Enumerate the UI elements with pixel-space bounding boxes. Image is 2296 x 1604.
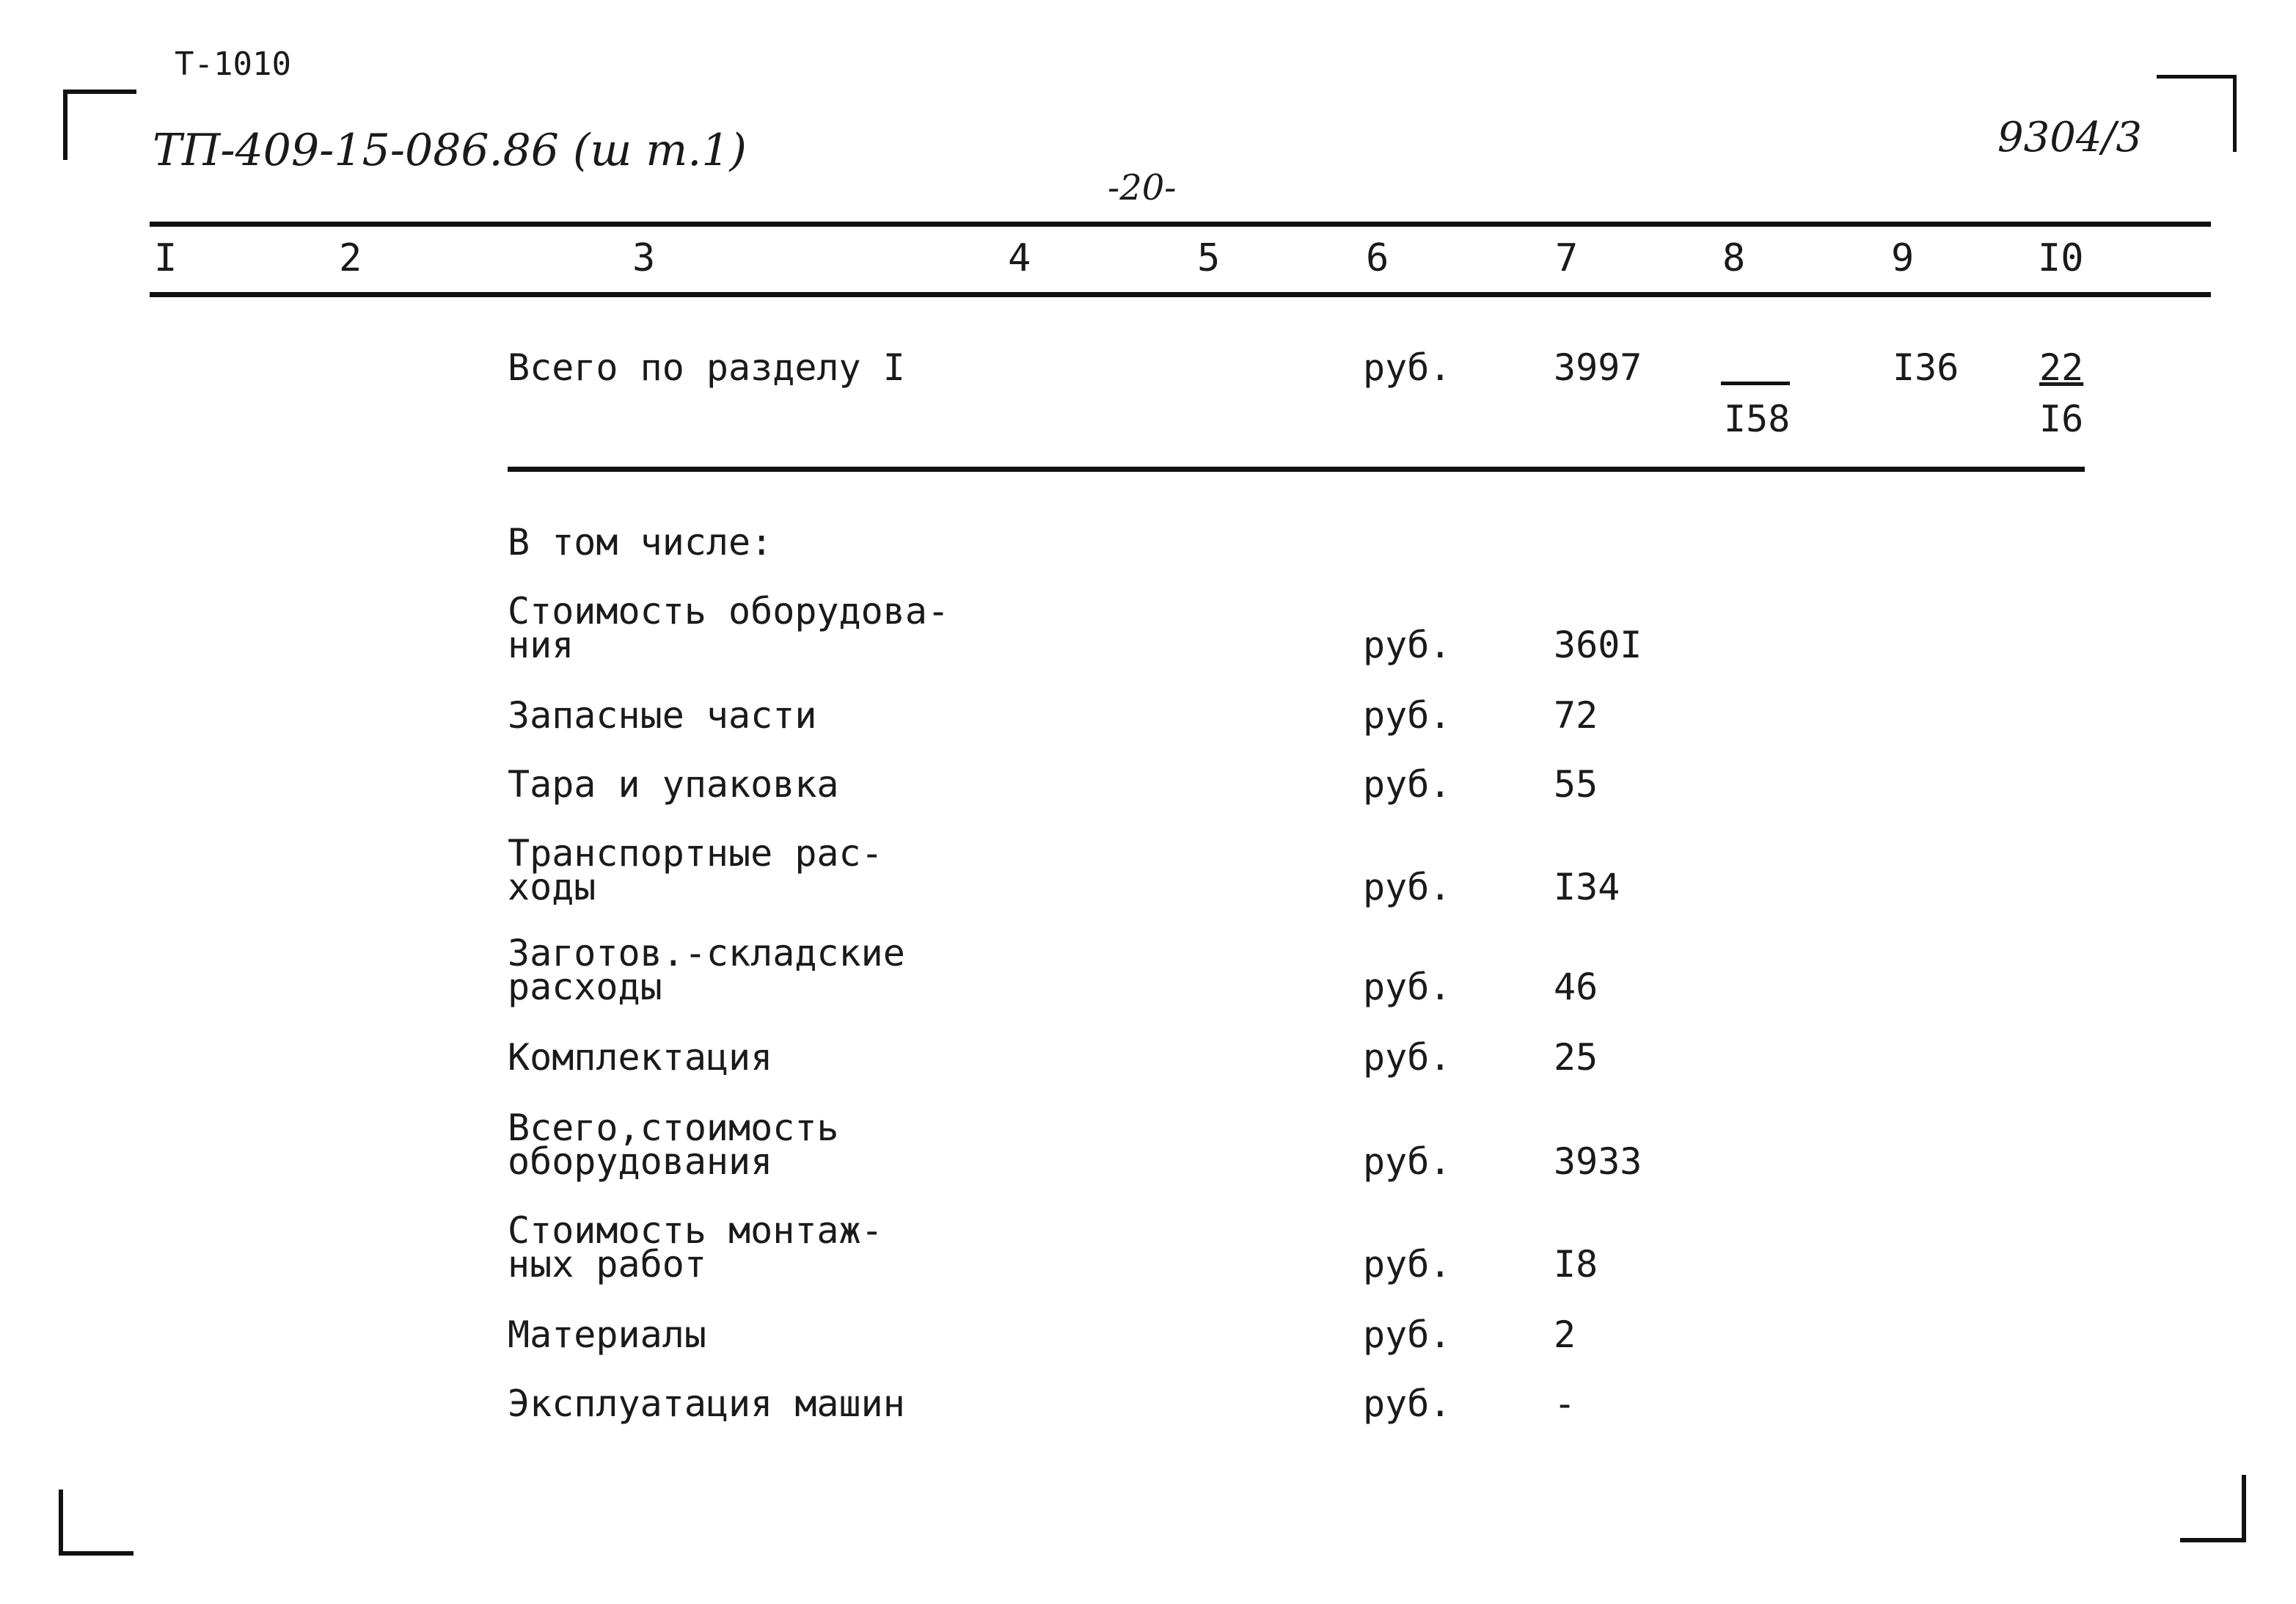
frame-corner-top-left <box>63 90 136 160</box>
row-unit: руб. <box>1363 624 1452 666</box>
row-value: 25 <box>1554 1036 1598 1079</box>
row-value: I8 <box>1554 1243 1598 1286</box>
page-number: -20- <box>1108 167 1177 208</box>
section-total-col10-top: 22 <box>2039 346 2084 389</box>
frame-corner-top-right <box>2157 75 2237 152</box>
row-label: Транспортные рас- <box>508 832 883 875</box>
column-header-2: 2 <box>339 236 362 280</box>
row-label-cont: оборудования <box>508 1140 773 1183</box>
row-label: Запасные части <box>508 694 817 737</box>
section-total-col9: I36 <box>1893 346 1959 389</box>
row-unit: руб. <box>1363 866 1452 908</box>
section-total-col8: I58 <box>1724 398 1791 440</box>
column-header-8: 8 <box>1722 236 1746 280</box>
row-value: 72 <box>1554 694 1598 737</box>
header-bottom-rule <box>150 292 2211 297</box>
row-label: Эксплуатация машин <box>508 1382 905 1425</box>
row-unit: руб. <box>1363 966 1452 1008</box>
row-value: - <box>1554 1382 1576 1425</box>
row-label: Всего,стоимость <box>508 1107 839 1149</box>
column-header-1: I <box>154 236 178 280</box>
row-label: Комплектация <box>508 1036 773 1079</box>
section-total-col7: 3997 <box>1554 346 1642 389</box>
column-header-6: 6 <box>1366 236 1389 280</box>
column-header-10: I0 <box>2038 236 2084 280</box>
row-label-cont: ходы <box>508 866 596 908</box>
row-unit: руб. <box>1363 763 1452 806</box>
column-header-9: 9 <box>1891 236 1915 280</box>
row-value: 46 <box>1554 966 1598 1008</box>
row-unit: руб. <box>1363 1313 1452 1356</box>
row-unit: руб. <box>1363 1140 1452 1183</box>
document-code: Т-1010 <box>175 45 291 83</box>
row-value: 2 <box>1554 1313 1576 1356</box>
row-label: Заготов.-складские <box>508 932 905 974</box>
row-label-cont: расходы <box>508 966 662 1008</box>
row-value: 3933 <box>1554 1140 1642 1183</box>
row-label: Тара и упаковка <box>508 763 839 806</box>
row-value: 360I <box>1554 624 1642 666</box>
row-unit: руб. <box>1363 694 1452 737</box>
column-header-4: 4 <box>1008 236 1031 280</box>
row-label: Материалы <box>508 1313 706 1356</box>
row-label-cont: ния <box>508 624 574 666</box>
row-value: I34 <box>1554 866 1620 908</box>
row-unit: руб. <box>1363 1243 1452 1286</box>
section-total-col8-dash <box>1721 382 1790 385</box>
subheading: В том числе: <box>508 521 773 564</box>
section-total-label: Всего по разделу I <box>508 346 905 389</box>
section-total-col10-bottom: I6 <box>2039 398 2084 440</box>
sheet-number: 9304/3 <box>1997 114 2142 161</box>
row-label: Стоимость монтаж- <box>508 1209 883 1252</box>
section-total-unit: руб. <box>1363 346 1452 389</box>
row-unit: руб. <box>1363 1382 1452 1425</box>
document-title: ТП-409-15-086.86 (ш т.1) <box>153 125 747 176</box>
frame-corner-bottom-left <box>59 1490 134 1556</box>
column-header-7: 7 <box>1555 236 1579 280</box>
row-label: Стоимость оборудова- <box>508 590 950 633</box>
header-top-rule <box>150 222 2211 227</box>
column-header-3: 3 <box>632 236 656 280</box>
row-label-cont: ных работ <box>508 1243 706 1286</box>
row-value: 55 <box>1554 763 1598 806</box>
section-total-rule <box>508 467 2085 472</box>
row-unit: руб. <box>1363 1036 1452 1079</box>
column-header-5: 5 <box>1197 236 1221 280</box>
frame-corner-bottom-right <box>2180 1475 2246 1542</box>
